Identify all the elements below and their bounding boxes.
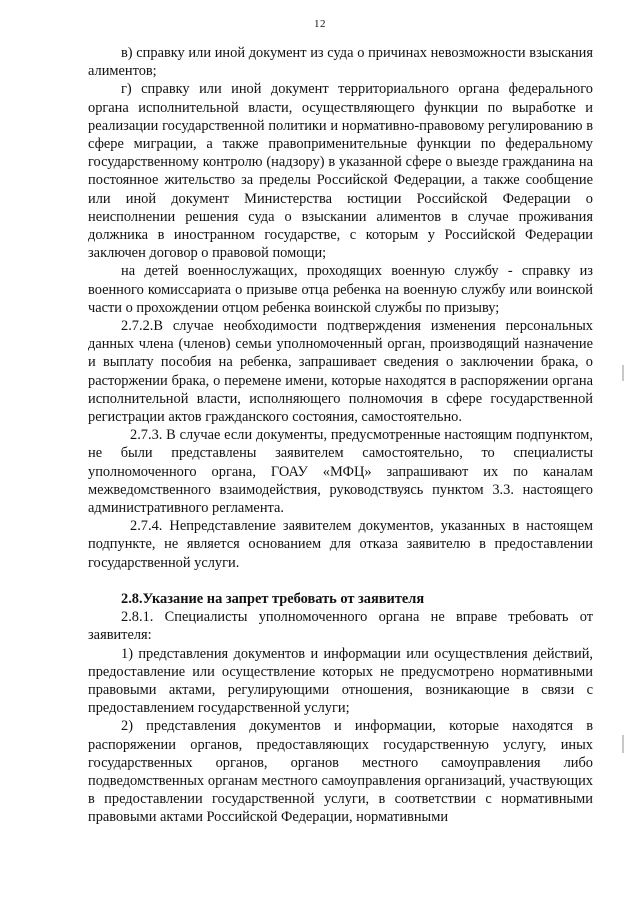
list-item-1: 1) представления документов и информации или осуществления действий, предоставление или осуществление которых не предусмотрено нормативными правовыми актами, регулирующими отношения, возникающие в связи с предоставлением государственной услуги; (88, 645, 593, 717)
paragraph-migration-certificate: г) справку или иной документ территориального органа федерального органа исполнительной власти, осуществляющего функции по выработке и реализации государственной политики и нормативно-правовому регулированию в сфере миграции, а также правоприменительные функции по федеральному государственному контролю (надзору) в указанной сфере о выезде гражданина на постоянное жительство за пределы Российской Федерации, а также сообщение или иной документ Министерства юстиции Российской Федерации о неисполнении решения суда о взыскании алиментов в случае проживания должника в иностранном государстве, с которым у Российской Федерации заключен договор о правовой помощи; (88, 81, 593, 262)
section-spacer (88, 572, 593, 590)
paragraph-military-children: на детей военнослужащих, проходящих военную службу - справку из военного комиссариата о призыве отца ребенка на военную службу или воинской части о прохождении отцом ребенка воинской службы по призыву; (88, 263, 593, 316)
section-heading-2-8: 2.8.Указание на запрет требовать от заявителя (121, 590, 425, 607)
paragraph-court-certificate: в) справку или иной документ из суда о причинах невозможности взыскания алиментов; (88, 45, 593, 80)
page-number: 12 (314, 18, 326, 30)
paragraph-2-7-3: 2.7.3. В случае если документы, предусмотренные настоящим подпунктом, не были представлены заявителем самостоятельно, то специалисты уполномоченного органа, ГОАУ «МФЦ» запрашивают их по каналам межведомственного взаимодействия, руководствуясь пунктом 3.3. настоящего административного регламента. (88, 427, 593, 517)
scan-margin-mark-lower (622, 735, 624, 753)
scan-margin-mark-upper (622, 365, 624, 381)
paragraph-2-7-2: 2.7.2.В случае необходимости подтверждения изменения персональных данных члена (членов) семьи уполномоченный орган, производящий назначение и выплату пособия на ребенка, запрашивает сведения о заключении брака, о расторжении брака, о перемене имени, которые находятся в распоряжении органа исполнительной власти, исполняющего полномочия в сфере государственной регистрации актов гражданского состояния, самостоятельно. (88, 318, 593, 426)
paragraph-2-7-4: 2.7.4. Непредставление заявителем документов, указанных в настоящем подпункте, не является основанием для отказа заявителю в предоставлении государственной услуги. (88, 518, 593, 571)
document-body (88, 44, 593, 827)
list-item-2: 2) представления документов и информации, которые находятся в распоряжении органов, предоставляющих государственную услугу, иных государственных органов, органов местного самоуправления либо подведомственных органам местного самоуправления организаций, участвующих в предоставлении государственной услуги, в соответствии с нормативными правовыми актами Российской Федерации, нормативными (88, 718, 593, 826)
paragraph-2-8-1: 2.8.1. Специалисты уполномоченного органа не вправе требовать от заявителя: (88, 609, 593, 644)
